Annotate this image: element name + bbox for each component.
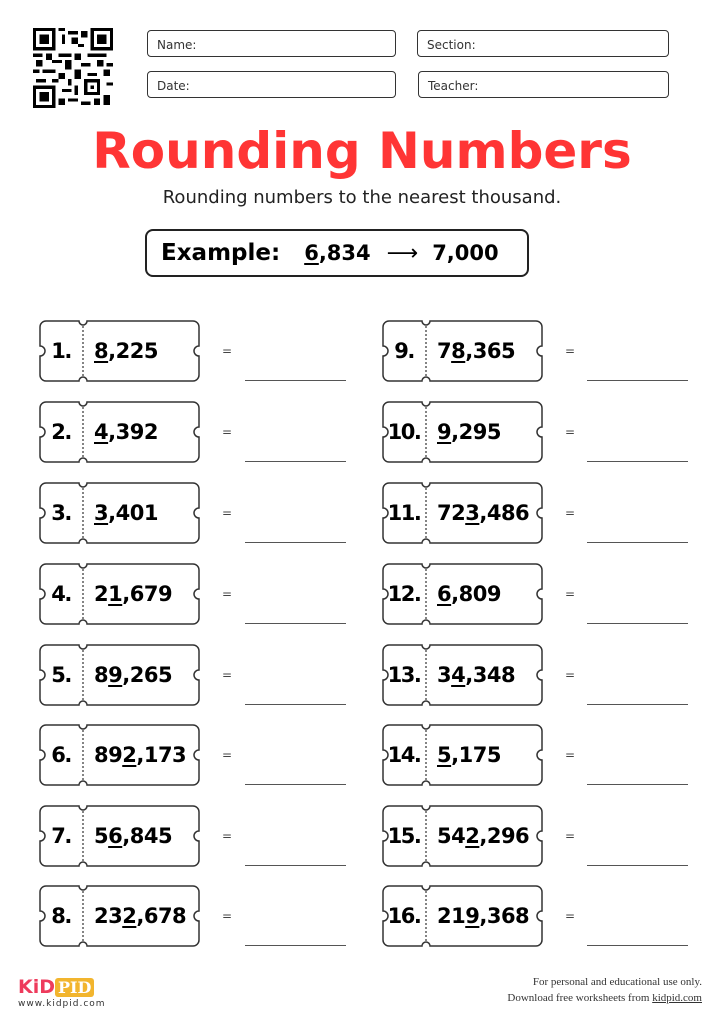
answer-line-6[interactable] — [245, 784, 346, 785]
problem-ticket — [38, 563, 202, 625]
thousands-digit: 9 — [465, 904, 480, 928]
problem-value: 21,679 — [94, 582, 173, 606]
problem-ticket — [381, 805, 545, 867]
equals-sign: = — [222, 748, 233, 762]
equals-sign: = — [222, 506, 233, 520]
example-label: Example: — [161, 240, 281, 266]
problem-number: 16. — [387, 904, 421, 928]
equals-sign: = — [565, 909, 576, 923]
footer-line-2: Download free worksheets from kidpid.com — [507, 992, 702, 1004]
problem-ticket — [381, 320, 545, 382]
footer-line-1: For personal and educational use only. — [532, 976, 702, 988]
problem-ticket — [38, 724, 202, 786]
equals-sign: = — [565, 748, 576, 762]
kidpid-logo: KiD PID — [18, 976, 94, 998]
answer-line-5[interactable] — [245, 704, 346, 705]
problem-value: 219,368 — [437, 904, 530, 928]
answer-line-12[interactable] — [587, 623, 688, 624]
thousands-digit: 8 — [451, 339, 466, 363]
thousands-digit: 2 — [465, 824, 480, 848]
date-field-label: Date: — [157, 79, 190, 93]
problem-number: 7. — [51, 824, 71, 848]
teacher-field[interactable] — [418, 71, 669, 98]
equals-sign: = — [565, 829, 576, 843]
problem-number: 2. — [51, 420, 71, 444]
problem-ticket — [381, 885, 545, 947]
equals-sign: = — [565, 668, 576, 682]
thousands-digit: 3 — [465, 501, 480, 525]
problem-number: 5. — [51, 663, 71, 687]
example-box — [145, 229, 529, 277]
thousands-digit: 2 — [122, 743, 137, 767]
problem-ticket — [38, 885, 202, 947]
answer-line-13[interactable] — [587, 704, 688, 705]
thousands-digit: 9 — [437, 420, 452, 444]
footer-notice — [507, 974, 702, 1006]
answer-line-7[interactable] — [245, 865, 346, 866]
problem-value: 5,175 — [437, 743, 501, 767]
problem-number: 12. — [387, 582, 421, 606]
example-number: 6,834 — [304, 241, 371, 265]
problem-number: 14. — [387, 743, 421, 767]
equals-sign: = — [565, 344, 576, 358]
equals-sign: = — [222, 425, 233, 439]
page-title: Rounding Numbers — [92, 122, 632, 180]
problem-ticket — [381, 401, 545, 463]
problem-number: 13. — [387, 663, 421, 687]
problem-number: 1. — [51, 339, 71, 363]
answer-line-10[interactable] — [587, 461, 688, 462]
problem-ticket — [38, 805, 202, 867]
problem-value: 542,296 — [437, 824, 530, 848]
equals-sign: = — [222, 909, 233, 923]
problem-number: 9. — [394, 339, 414, 363]
answer-line-2[interactable] — [245, 461, 346, 462]
thousands-digit: 5 — [437, 743, 452, 767]
answer-line-14[interactable] — [587, 784, 688, 785]
answer-line-3[interactable] — [245, 542, 346, 543]
problem-ticket — [38, 482, 202, 544]
answer-line-15[interactable] — [587, 865, 688, 866]
kidpid-link[interactable]: kidpid.com — [652, 992, 702, 1004]
problem-value: 723,486 — [437, 501, 530, 525]
example-result: 7,000 — [432, 241, 499, 265]
thousands-digit: 9 — [108, 663, 123, 687]
section-field-label: Section: — [427, 38, 476, 52]
thousands-digit: 4 — [451, 663, 466, 687]
thousands-digit: 3 — [94, 501, 109, 525]
thousands-digit: 8 — [94, 339, 109, 363]
thousands-digit: 2 — [122, 904, 137, 928]
thousands-digit: 4 — [94, 420, 109, 444]
thousands-digit: 6 — [437, 582, 452, 606]
problem-value: 8,225 — [94, 339, 158, 363]
problem-ticket — [38, 644, 202, 706]
teacher-field-label: Teacher: — [428, 79, 479, 93]
problem-value: 4,392 — [94, 420, 158, 444]
problem-number: 10. — [387, 420, 421, 444]
problem-number: 6. — [51, 743, 71, 767]
name-field-label: Name: — [157, 38, 197, 52]
problem-value: 56,845 — [94, 824, 173, 848]
problem-number: 3. — [51, 501, 71, 525]
logo-url: www.kidpid.com — [18, 999, 106, 1009]
problem-value: 3,401 — [94, 501, 158, 525]
equals-sign: = — [565, 506, 576, 520]
instructions: Rounding numbers to the nearest thousand. — [162, 187, 562, 208]
answer-line-9[interactable] — [587, 380, 688, 381]
problem-ticket — [38, 401, 202, 463]
name-field[interactable] — [147, 30, 396, 57]
thousands-digit: 6 — [108, 824, 123, 848]
problem-value: 89,265 — [94, 663, 173, 687]
answer-line-8[interactable] — [245, 945, 346, 946]
equals-sign: = — [565, 425, 576, 439]
answer-line-4[interactable] — [245, 623, 346, 624]
equals-sign: = — [222, 344, 233, 358]
problem-ticket — [381, 644, 545, 706]
equals-sign: = — [222, 587, 233, 601]
arrow-right-icon: ⟶ — [386, 240, 419, 266]
problem-value: 34,348 — [437, 663, 516, 687]
problem-value: 9,295 — [437, 420, 501, 444]
section-field[interactable] — [417, 30, 669, 57]
answer-line-11[interactable] — [587, 542, 688, 543]
problem-value: 78,365 — [437, 339, 516, 363]
equals-sign: = — [222, 668, 233, 682]
problem-number: 11. — [387, 501, 421, 525]
problem-ticket — [381, 563, 545, 625]
equals-sign: = — [565, 587, 576, 601]
problem-number: 4. — [51, 582, 71, 606]
problem-number: 15. — [387, 824, 421, 848]
problem-ticket — [38, 320, 202, 382]
date-field[interactable] — [147, 71, 396, 98]
answer-line-1[interactable] — [245, 380, 346, 381]
problem-value: 6,809 — [437, 582, 501, 606]
answer-line-16[interactable] — [587, 945, 688, 946]
qr-code-icon — [33, 28, 113, 108]
problem-value: 232,678 — [94, 904, 187, 928]
problem-number: 8. — [51, 904, 71, 928]
problem-ticket — [381, 724, 545, 786]
problem-ticket — [381, 482, 545, 544]
equals-sign: = — [222, 829, 233, 843]
problem-value: 892,173 — [94, 743, 187, 767]
thousands-digit: 1 — [108, 582, 123, 606]
